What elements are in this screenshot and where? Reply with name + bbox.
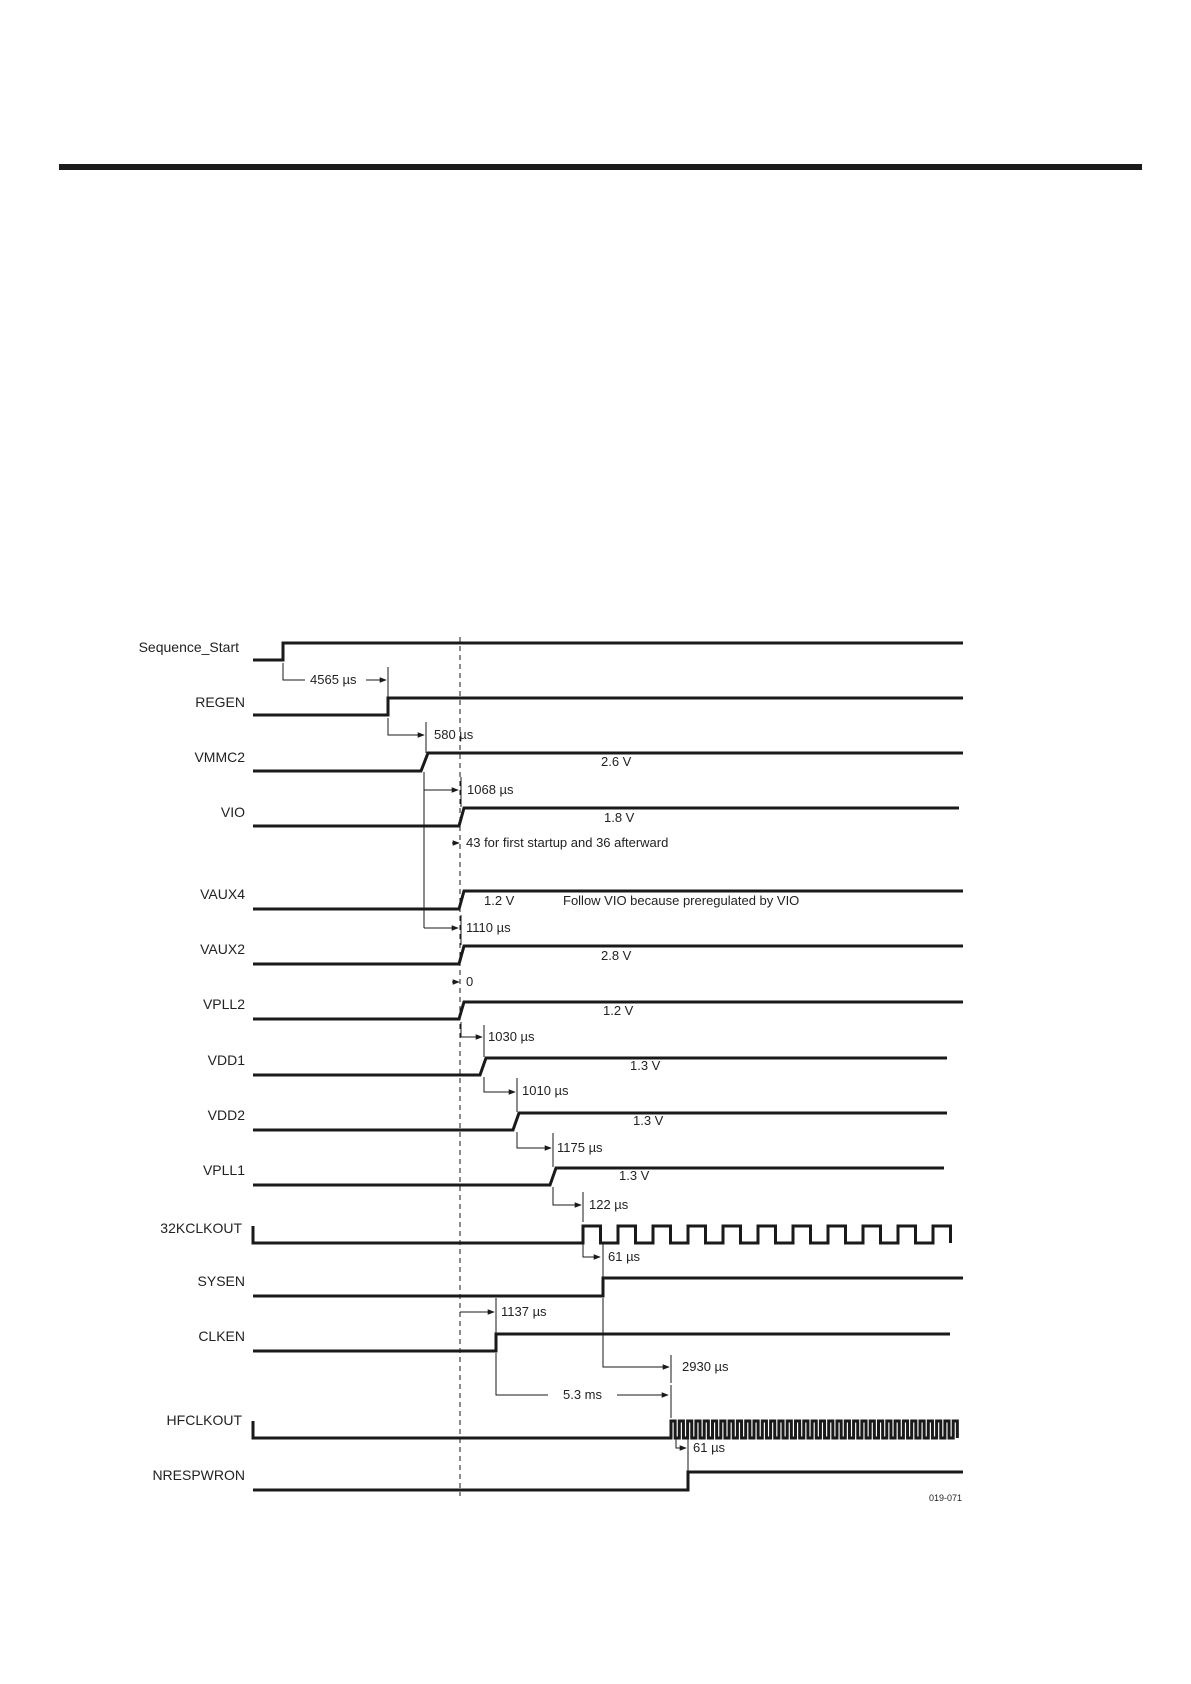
wave-sequence-start xyxy=(253,643,963,660)
annotation-vdd2-delay: 1010 µs xyxy=(522,1083,569,1098)
annotation-sysen-delay: 61 µs xyxy=(608,1249,641,1264)
annotation-32k-delay: 122 µs xyxy=(589,1197,629,1212)
figure-code: 019-071 xyxy=(928,1493,962,1503)
label-vpll1: VPLL1 xyxy=(202,1162,245,1178)
voltage-vdd1: 1.3 V xyxy=(630,1058,661,1073)
label-vdd2: VDD2 xyxy=(207,1107,245,1123)
wave-vdd2 xyxy=(253,1113,947,1130)
wave-32kclkout xyxy=(253,1226,951,1243)
annotation-vdd1-delay: 1030 µs xyxy=(488,1029,535,1044)
waveforms xyxy=(253,643,963,1490)
annotation-vpll1-delay: 1175 µs xyxy=(557,1140,603,1155)
arrow-sysen-delay xyxy=(583,1242,600,1257)
line-hfclk-clken-start xyxy=(496,1353,548,1395)
voltage-labels xyxy=(484,754,664,1183)
voltage-vio: 1.8 V xyxy=(604,810,635,825)
label-vdd1: VDD1 xyxy=(207,1052,245,1068)
label-vio: VIO xyxy=(220,804,245,820)
voltage-vaux2: 2.8 V xyxy=(601,948,632,963)
voltage-vpll2: 1.2 V xyxy=(603,1003,634,1018)
label-nrespwron: NRESPWRON xyxy=(152,1467,245,1483)
label-hfclkout: HFCLKOUT xyxy=(166,1412,242,1428)
wave-regen xyxy=(253,698,963,715)
label-sequence-start: Sequence_Start xyxy=(138,639,239,655)
label-32kclkout: 32KCLKOUT xyxy=(160,1220,242,1236)
voltage-vpll1: 1.3 V xyxy=(619,1168,650,1183)
wave-nrespwron xyxy=(253,1472,963,1490)
wave-vpll1 xyxy=(253,1168,944,1185)
wave-clken xyxy=(253,1334,950,1351)
label-vaux2: VAUX2 xyxy=(200,941,245,957)
voltage-vmmc2: 2.6 V xyxy=(601,754,632,769)
arrow-vdd2-delay xyxy=(484,1077,515,1092)
wave-vdd1 xyxy=(253,1058,947,1075)
label-vpll2: VPLL2 xyxy=(202,996,245,1012)
arrow-vmmc2-delay xyxy=(388,718,424,735)
arrow-vpll1-delay xyxy=(517,1132,551,1148)
annotation-clken-delay: 1137 µs xyxy=(501,1304,547,1319)
label-sysen: SYSEN xyxy=(197,1273,245,1289)
annotation-vio-delay: 1068 µs xyxy=(467,782,514,797)
annotation-hfclk-sysen-delay: 2930 µs xyxy=(682,1359,729,1374)
annotation-hfclk-clken-delay: 5.3 ms xyxy=(563,1387,603,1402)
annotation-vaux4-delay: 43 for first startup and 36 afterward xyxy=(466,835,669,850)
annotation-vmmc2-delay: 580 µs xyxy=(434,727,474,742)
signal-labels xyxy=(139,639,246,1483)
annotation-regen-delay: 4565 µs xyxy=(310,672,357,687)
annotation-vpll2-delay: 0 xyxy=(466,974,474,989)
arrow-regen-delay-start xyxy=(283,663,305,680)
delay-annotations xyxy=(310,672,799,1455)
label-vmmc2: VMMC2 xyxy=(194,749,245,765)
arrow-32k-delay xyxy=(553,1187,581,1205)
label-vaux4: VAUX4 xyxy=(200,886,245,902)
arrow-vdd1-delay xyxy=(461,1022,482,1037)
label-clken: CLKEN xyxy=(198,1328,245,1344)
annotation-vaux2-delay: 1110 µs xyxy=(466,920,511,935)
annotation-nrespwron-delay: 61 µs xyxy=(693,1440,726,1455)
label-regen: REGEN xyxy=(195,694,245,710)
annotation-vaux4-note: Follow VIO because preregulated by VIO xyxy=(563,893,800,908)
wave-hfclkout xyxy=(253,1421,957,1438)
voltage-vaux4: 1.2 V xyxy=(484,893,515,908)
wave-sysen xyxy=(253,1278,963,1296)
voltage-vdd2: 1.3 V xyxy=(633,1113,664,1128)
